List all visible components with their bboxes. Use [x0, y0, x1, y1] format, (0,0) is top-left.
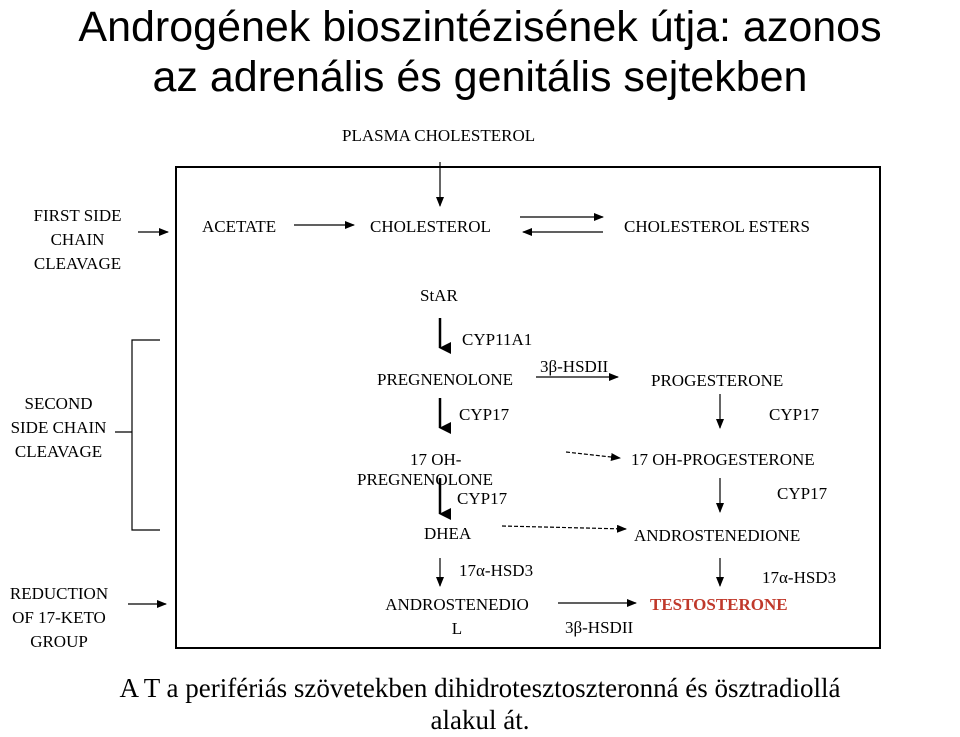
acetate-label: ACETATE: [202, 217, 277, 236]
cyp17-left-1-label: CYP17: [459, 405, 510, 424]
hsd3b2-bottom-label: 3β-HSDII: [565, 618, 634, 637]
footer-line-1: A T a perifériás szövetekben dihidrotesztoszteronná és ösztradiollá: [119, 673, 841, 703]
hsd17b3-right-label: 17α-HSD3: [762, 568, 837, 587]
star-label: StAR: [420, 286, 458, 305]
cyp17-right-2-label: CYP17: [777, 484, 828, 503]
progesterone-label: PROGESTERONE: [651, 371, 784, 390]
hsd3b2-top-label: 3β-HSDII: [540, 357, 609, 376]
hsd17b3-left-label: 17α-HSD3: [459, 561, 534, 580]
second-side-chain-label: SECOND SIDE CHAIN CLEAVAGE: [10, 394, 107, 461]
cholesterol-label: CHOLESTEROL: [370, 217, 491, 236]
page-title-line-2: az adrenális és genitális sejtekben: [152, 53, 808, 101]
first-side-chain-label: FIRST SIDE CHAIN CLEAVAGE: [33, 206, 122, 273]
androstenedione-label: ANDROSTENEDIONE: [634, 526, 801, 545]
cyp17-left-2-label: CYP17: [457, 489, 508, 508]
arrow-dhea-to-androstenedione: [502, 526, 626, 529]
footer-line-2: alakul át.: [430, 705, 530, 735]
plasma-cholesterol-label: PLASMA CHOLESTEROL: [342, 126, 536, 145]
cyp11a1-label: CYP11A1: [462, 330, 533, 349]
cyp17-right-1-label: CYP17: [769, 405, 820, 424]
arrow-17oh-preg-to-prog: [566, 452, 620, 458]
cholesterol-esters-label: CHOLESTEROL ESTERS: [624, 217, 810, 236]
bracket-second-side-chain: [132, 340, 160, 530]
oh-progesterone-label: 17 OH-PROGESTERONE: [631, 450, 815, 469]
androstenediol-label: ANDROSTENEDIO L: [385, 595, 529, 638]
oh-pregnenolone-line1: 17 OH-: [410, 450, 462, 469]
page-title-line-1: Androgének bioszintézisének útja: azonos: [78, 3, 882, 51]
testosterone-label: TESTOSTERONE: [650, 595, 788, 614]
dhea-label: DHEA: [424, 524, 472, 543]
oh-pregnenolone-line2: PREGNENOLONE: [357, 470, 493, 489]
reduction-17keto-label: REDUCTION OF 17-KETO GROUP: [9, 584, 109, 651]
pregnenolone-label: PREGNENOLONE: [377, 370, 513, 389]
